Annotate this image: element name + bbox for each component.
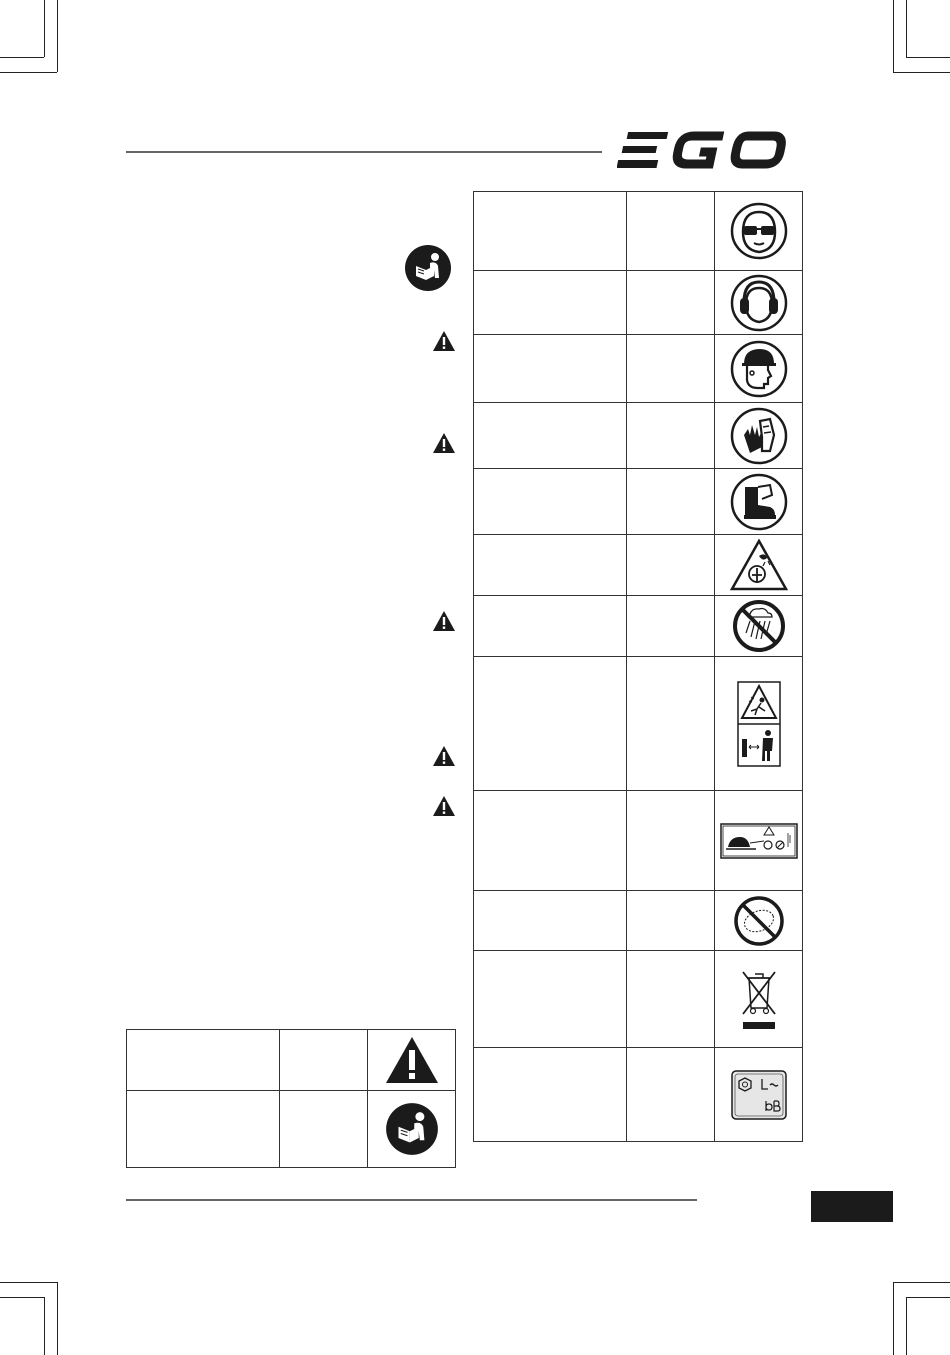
table-row [474, 596, 803, 657]
chain-lubrication-label-icon [720, 823, 798, 859]
symbol-name-cell [474, 1048, 627, 1142]
symbol-name-cell [474, 335, 627, 403]
ear-protection-icon [730, 274, 788, 332]
symbol-name-cell [474, 951, 627, 1048]
gloves-icon [730, 407, 788, 465]
symbol-cell [715, 891, 803, 951]
table-row [474, 951, 803, 1048]
header-rule [126, 151, 602, 153]
page-number-tab [811, 1191, 893, 1222]
symbol-cell [715, 192, 803, 271]
symbol-meaning-cell [627, 335, 715, 403]
crop-mark [893, 1282, 894, 1355]
no-rain-icon [732, 599, 786, 653]
warning-triangle-icon [432, 745, 456, 767]
table-row [474, 192, 803, 271]
crop-mark [906, 1297, 950, 1298]
crop-mark [0, 1297, 44, 1298]
symbol-cell [715, 951, 803, 1048]
ego-logo [617, 128, 802, 172]
warning-triangle-icon [432, 330, 456, 352]
boots-icon [730, 473, 788, 531]
right-symbol-table [473, 191, 803, 1142]
table-row [474, 335, 803, 403]
symbol-name-cell [474, 403, 627, 469]
read-manual-icon [404, 244, 452, 292]
symbol-name-cell [474, 657, 627, 791]
crop-mark [0, 1282, 57, 1283]
symbol-meaning-cell [627, 951, 715, 1048]
symbol-cell [368, 1030, 456, 1091]
safety-alert-icon [384, 1034, 440, 1086]
table-row [474, 469, 803, 535]
symbol-meaning-cell [280, 1030, 368, 1091]
crop-mark [906, 57, 950, 58]
symbol-meaning-cell [627, 535, 715, 596]
sound-power-label-icon [730, 1069, 788, 1121]
table-row [127, 1091, 456, 1168]
symbol-name-cell [474, 596, 627, 657]
symbol-cell [715, 791, 803, 891]
bystander-distance-icon [737, 681, 781, 767]
crop-mark [906, 1297, 907, 1355]
symbol-meaning-cell [280, 1091, 368, 1168]
warning-triangle-icon [432, 610, 456, 632]
crop-mark [44, 0, 45, 57]
warning-triangle-icon [432, 432, 456, 454]
table-row [474, 271, 803, 335]
eye-protection-icon [730, 202, 788, 260]
warning-triangle-icon [432, 795, 456, 817]
crop-mark [57, 0, 58, 72]
table-row [474, 791, 803, 891]
symbol-meaning-cell [627, 596, 715, 657]
crop-mark [906, 0, 907, 57]
symbol-name-cell [474, 891, 627, 951]
weee-bin-icon [737, 966, 781, 1032]
symbol-cell [715, 535, 803, 596]
read-manual-icon [385, 1102, 439, 1156]
crop-mark [44, 1297, 45, 1355]
symbol-name-cell [474, 791, 627, 891]
symbol-cell [715, 469, 803, 535]
head-protection-icon [730, 340, 788, 398]
crop-mark [893, 0, 894, 72]
symbol-name-cell [474, 535, 627, 596]
table-row [474, 403, 803, 469]
crop-mark [893, 1282, 950, 1283]
crop-mark [57, 1282, 58, 1355]
crop-mark [893, 72, 950, 73]
no-loop-chain-icon [733, 895, 785, 947]
symbol-meaning-cell [627, 891, 715, 951]
symbol-meaning-cell [627, 1048, 715, 1142]
left-symbol-table [126, 1029, 456, 1168]
symbol-cell [715, 1048, 803, 1142]
crop-mark [0, 72, 57, 73]
symbol-cell [715, 335, 803, 403]
symbol-name-cell [127, 1030, 280, 1091]
symbol-cell [715, 403, 803, 469]
table-row [474, 891, 803, 951]
falling-objects-icon [729, 538, 789, 592]
symbol-meaning-cell [627, 657, 715, 791]
symbol-meaning-cell [627, 271, 715, 335]
symbol-cell [368, 1091, 456, 1168]
table-row [474, 1048, 803, 1142]
symbol-meaning-cell [627, 192, 715, 271]
symbol-name-cell [127, 1091, 280, 1168]
symbol-meaning-cell [627, 791, 715, 891]
table-row [474, 535, 803, 596]
table-row [474, 657, 803, 791]
symbol-cell [715, 657, 803, 791]
symbol-name-cell [474, 469, 627, 535]
symbol-meaning-cell [627, 469, 715, 535]
symbol-cell [715, 596, 803, 657]
symbol-cell [715, 271, 803, 335]
symbol-meaning-cell [627, 403, 715, 469]
symbol-name-cell [474, 271, 627, 335]
symbol-name-cell [474, 192, 627, 271]
table-row [127, 1030, 456, 1091]
crop-mark [0, 57, 44, 58]
footer-rule [126, 1199, 697, 1201]
